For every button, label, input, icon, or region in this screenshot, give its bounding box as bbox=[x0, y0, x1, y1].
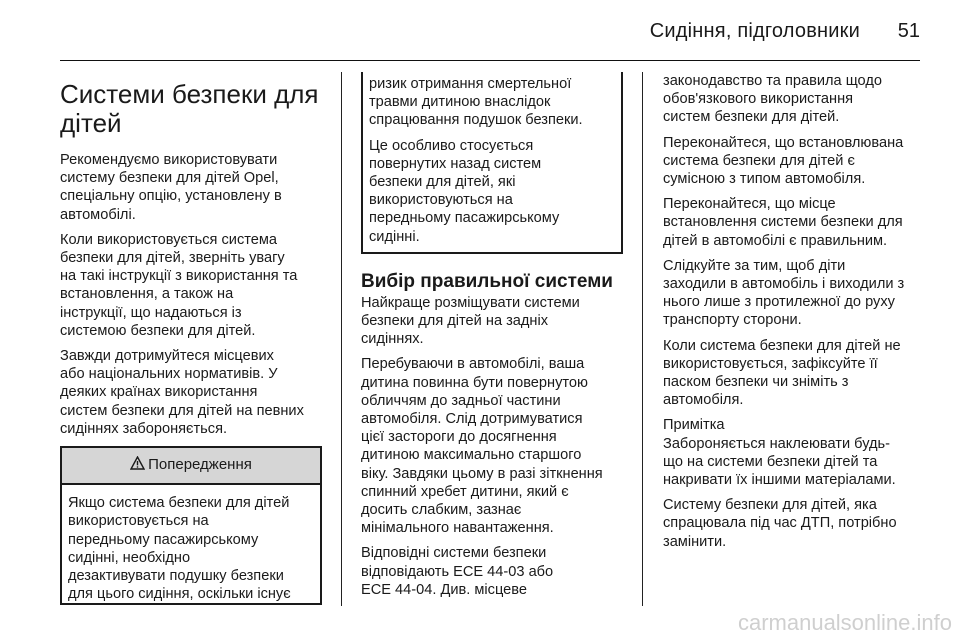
column-2 bbox=[361, 72, 623, 606]
header-title: Сидіння, підголовники bbox=[649, 20, 860, 42]
warning-text: Якщо система безпеки для дітей використовується на передньому пасажирському сидінні, необхідно дезактивувати подушку безпеки для цього сидіння, оскільки існує bbox=[68, 495, 291, 603]
paragraph: Відповідні системи безпеки відповідають ECE 44-03 або ECE 44-04. Див. місцеве bbox=[361, 545, 554, 598]
paragraph: Перебуваючи в автомобілі, ваша дитина повинна бути повернутою обличчям до задньої частини автомобіля. Слід дотримуватися цієї застороги до досягнення дитиною максимально старшого віку. Завдяки цьому в разі зіткнення спинний хребет дитини, який є досить слабким, зазнає мінімального навантаження. bbox=[361, 356, 603, 537]
warning-header bbox=[62, 448, 320, 485]
column-1 bbox=[60, 72, 322, 605]
note-block bbox=[663, 416, 925, 550]
warning-box bbox=[60, 446, 322, 605]
column-3 bbox=[663, 72, 925, 558]
paragraph: Найкраще розміщувати системи безпеки для дітей на задніх сидіннях. bbox=[361, 294, 580, 348]
paragraph: законодавство та правила щодо обов'язкового використання систем безпеки для дітей. bbox=[663, 73, 882, 126]
paragraph: Переконайтеся, що встановлювана система безпеки для дітей є сумісною з типом автомобіля. bbox=[663, 134, 904, 188]
paragraph: Завжди дотримуйтеся місцевих або національних нормативів. У деяких країнах використання систем безпеки для дітей на певних сидіннях забороняється. bbox=[60, 348, 304, 437]
warning-triangle-icon bbox=[130, 456, 145, 474]
note-title: Примітка bbox=[663, 417, 725, 434]
page-number: 51 bbox=[897, 20, 920, 42]
paragraph: Слідкуйте за тим, щоб діти заходили в автомобіль і виходили з нього лише з протилежної до руху транспорту сторони. bbox=[663, 257, 905, 329]
paragraph: Рекомендуємо використовувати систему безпеки для дітей Opel, спеціальну опцію, установлену в автомобілі. bbox=[60, 152, 282, 223]
watermark: carmanualsonline.info bbox=[737, 610, 952, 635]
header-divider bbox=[60, 60, 920, 61]
note-text: Забороняється наклеювати будь- що на системи безпеки дітей та накривати їх іншими матеріалами. bbox=[663, 435, 896, 489]
warning-title: Попередження bbox=[148, 456, 252, 474]
column-divider bbox=[341, 72, 342, 606]
column-divider bbox=[642, 72, 643, 606]
warning-text: Це особливо стосується повернутих назад систем безпеки для дітей, які використовуються на передньому пасажирському сидінні. bbox=[369, 137, 560, 245]
warning-text: ризик отримання смертельної травми дитиною внаслідок спрацювання подушок безпеки. bbox=[369, 76, 583, 129]
paragraph: Коли система безпеки для дітей не використовується, зафіксуйте її паском безпеки чи зніміть з автомобіля. bbox=[663, 337, 901, 409]
warning-box-continued bbox=[361, 72, 623, 254]
paragraph: Переконайтеся, що місце встановлення системи безпеки для дітей в автомобілі є правильним. bbox=[663, 196, 903, 249]
subsection-title: Вибір правильної системи bbox=[361, 270, 613, 292]
paragraph: Коли використовується система безпеки для дітей, зверніть увагу на такі інструкції з використання та встановлення, а також на інструкції, що надаються із системою безпеки для дітей. bbox=[60, 231, 298, 339]
note-text: Систему безпеки для дітей, яка спрацювала під час ДТП, потрібно замінити. bbox=[663, 497, 897, 550]
section-title: Системи безпеки для дітей bbox=[60, 79, 319, 138]
